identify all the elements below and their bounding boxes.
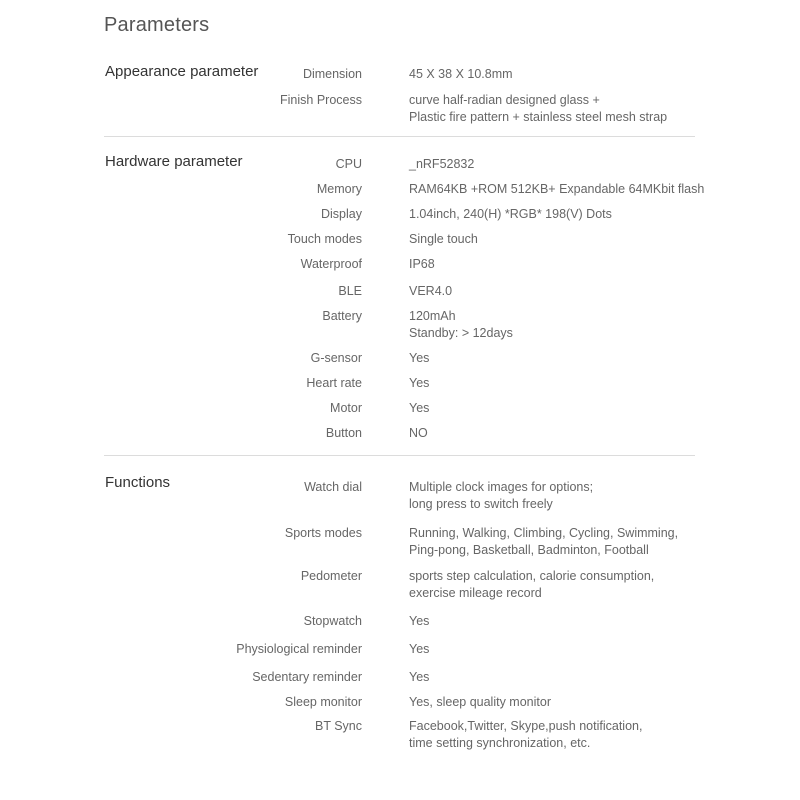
spec-value bbox=[409, 156, 474, 173]
spec-value-line: Yes, sleep quality monitor bbox=[409, 695, 551, 709]
spec-value bbox=[409, 350, 429, 367]
spec-label: Sports modes bbox=[284, 526, 362, 540]
spec-value-line: Yes bbox=[409, 376, 430, 390]
spec-label: Watch dial bbox=[304, 480, 362, 494]
section-divider bbox=[104, 455, 695, 456]
spec-value-line: Yes bbox=[409, 642, 430, 656]
spec-value bbox=[409, 669, 429, 686]
spec-value bbox=[409, 231, 478, 248]
spec-value-line: Yes bbox=[409, 614, 430, 628]
spec-value-line: 1.04inch, 240(H) *RGB* 198(V) Dots bbox=[409, 207, 612, 221]
spec-value bbox=[409, 181, 704, 198]
spec-value-line: Facebook,Twitter, Skype,push notification, bbox=[409, 719, 643, 733]
spec-label: Battery bbox=[322, 309, 362, 323]
spec-value bbox=[409, 694, 551, 711]
spec-value-line: 120mAh bbox=[409, 309, 456, 323]
spec-value bbox=[409, 283, 452, 300]
spec-value-line: Multiple clock images for options; bbox=[409, 480, 594, 494]
spec-label: G-sensor bbox=[310, 351, 362, 365]
spec-value-line: _nRF52832 bbox=[409, 157, 475, 171]
spec-value-line: VER4.0 bbox=[409, 284, 453, 298]
spec-value-line: Yes bbox=[409, 670, 430, 684]
spec-label: Touch modes bbox=[287, 232, 362, 246]
spec-value bbox=[409, 66, 513, 83]
spec-value-line: RAM64KB +ROM 512KB+ Expandable 64MKbit flash bbox=[409, 182, 705, 196]
spec-label: Finish Process bbox=[280, 93, 362, 107]
spec-value bbox=[409, 308, 513, 341]
spec-value bbox=[409, 256, 435, 273]
spec-label: Waterproof bbox=[300, 257, 362, 271]
spec-value bbox=[409, 613, 429, 630]
section-title: Functions bbox=[105, 474, 171, 491]
spec-value bbox=[409, 641, 429, 658]
page-title: Parameters bbox=[104, 14, 210, 36]
spec-value bbox=[409, 92, 667, 125]
spec-value bbox=[409, 525, 678, 558]
spec-label: CPU bbox=[335, 157, 362, 171]
spec-label: Sleep monitor bbox=[284, 695, 362, 709]
spec-value-line: Ping-pong, Basketball, Badminton, Football bbox=[409, 542, 649, 557]
spec-value-line: Running, Walking, Climbing, Cycling, Swimming, bbox=[409, 526, 679, 540]
spec-label: Display bbox=[321, 207, 362, 221]
spec-value bbox=[409, 479, 593, 512]
section-divider bbox=[104, 136, 695, 137]
spec-label: Heart rate bbox=[306, 376, 362, 390]
spec-value bbox=[409, 425, 428, 442]
section-title: Appearance parameter bbox=[105, 63, 259, 80]
spec-label: Dimension bbox=[302, 67, 362, 81]
spec-label: Sedentary reminder bbox=[252, 670, 362, 684]
spec-label: Pedometer bbox=[300, 569, 362, 583]
spec-value-line: time setting synchronization, etc. bbox=[409, 735, 591, 750]
spec-label: Motor bbox=[330, 401, 362, 415]
spec-value-line: long press to switch freely bbox=[409, 496, 553, 511]
spec-value-line: Plastic fire pattern + stainless steel mesh strap bbox=[409, 109, 668, 124]
spec-value-line: Single touch bbox=[409, 232, 478, 246]
spec-value bbox=[409, 375, 429, 392]
spec-label: Stopwatch bbox=[303, 614, 362, 628]
section-title: Hardware parameter bbox=[105, 153, 243, 170]
spec-value-line: exercise mileage record bbox=[409, 585, 542, 600]
spec-value-line: sports step calculation, calorie consumption, bbox=[409, 569, 655, 583]
spec-label: BT Sync bbox=[314, 719, 362, 733]
spec-value bbox=[409, 206, 612, 223]
spec-value-line: Standby: > 12days bbox=[409, 325, 513, 340]
spec-value bbox=[409, 400, 429, 417]
spec-value bbox=[409, 568, 654, 601]
spec-value-line: 45 X 38 X 10.8mm bbox=[409, 67, 513, 81]
spec-label: Memory bbox=[316, 182, 362, 196]
spec-value-line: Yes bbox=[409, 351, 430, 365]
spec-label: BLE bbox=[338, 284, 362, 298]
spec-label: Button bbox=[325, 426, 362, 440]
spec-value-line: curve half-radian designed glass + bbox=[409, 93, 600, 107]
spec-value-line: IP68 bbox=[409, 257, 435, 271]
spec-value bbox=[409, 718, 642, 751]
spec-label: Physiological reminder bbox=[236, 642, 362, 656]
spec-value-line: NO bbox=[409, 426, 428, 440]
spec-value-line: Yes bbox=[409, 401, 430, 415]
